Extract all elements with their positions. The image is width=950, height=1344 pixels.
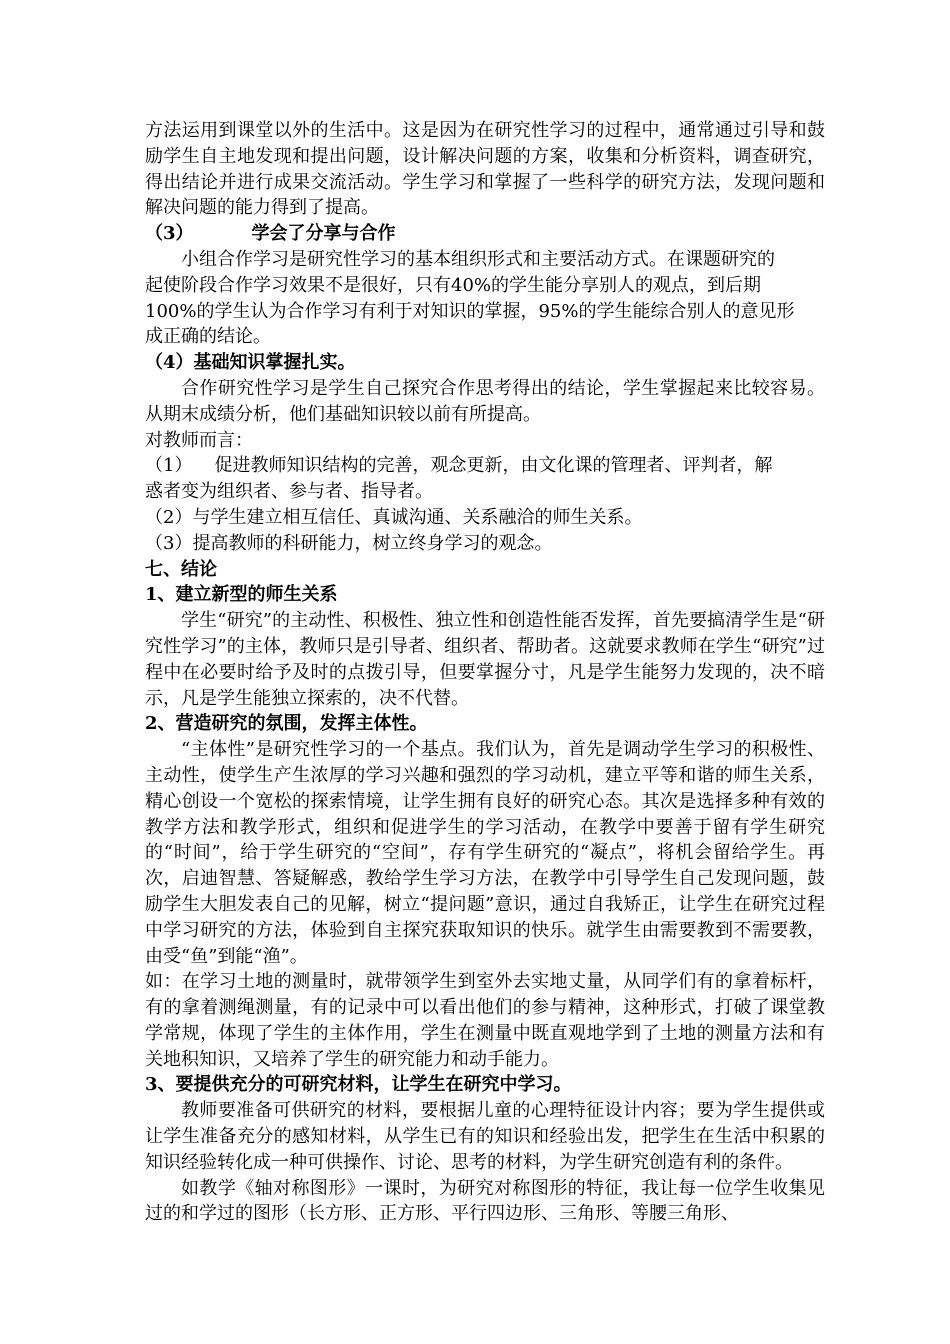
conclusion-1-title: 1、建立新型的师生关系: [145, 584, 338, 606]
teacher-heading: 对教师而言：: [145, 429, 253, 451]
section-heading-conclusion: 七、结论: [145, 558, 217, 580]
paragraph-cooperation-line-2: 起使阶段合作学习效果不是很好，只有40%的学生能分享别人的观点，到后期: [145, 274, 762, 296]
conclusion-3-title: 3、要提供充分的可研究材料，让学生在研究中学习。: [145, 1074, 572, 1096]
subheading-share-cooperate: [145, 221, 825, 247]
document-body: [145, 118, 825, 1227]
teacher-item-1: [145, 453, 825, 505]
paragraph-cooperation-line-3: 100%的学生认为合作学习有利于对知识的掌握，95%的学生能综合别人的意见形: [145, 300, 795, 322]
paragraph-basic-knowledge: 合作研究性学习是学生自己探究合作思考得出的结论，学生掌握起来比较容易。从期末成绩分析，他们基础知识较以前有所提高。: [145, 377, 825, 425]
conclusion-3-body: 教师要准备可供研究的材料，要根据儿童的心理特征设计内容；要为学生提供或让学生准备充分的感知材料，从学生已有的知识和经验出发，把学生在生活中积累的知识经验转化成一种可供操作、讨论、思考的材料，为学生研究创造有利的条件。: [145, 1100, 825, 1173]
subheading-number: （3）: [145, 223, 194, 245]
paragraph-cooperation-line-1: 小组合作学习是研究性学习的基本组织形式和主要活动方式。在课题研究的: [181, 248, 775, 270]
conclusion-2-example: 如：在学习土地的测量时，就带领学生到室外去实地丈量，从同学们有的拿着标杆，有的拿着测绳测量，有的记录中可以看出他们的参与精神，这种形式，打破了课堂教学常规，体现了学生的主体作用，学生在测量中既直观地学到了土地的测量方法和有关地积知识，又培养了学生的研究能力和动手能力。: [145, 971, 825, 1070]
teacher-item-1-line-1: 促进教师知识结构的完善，观念更新，由文化课的管理者、评判者，解: [214, 455, 773, 477]
paragraph-research-methods: 方法运用到课堂以外的生活中。这是因为在研究性学习的过程中，通常通过引导和鼓励学生自主地发现和提出问题，设计解决问题的方案，收集和分析资料，调查研究，得出结论并进行成果交流活动。学生学习和掌握了一些科学的研究方法，发现问题和解决问题的能力得到了提高。: [145, 120, 825, 219]
conclusion-2-title: 2、营造研究的氛围，发挥主体性。: [145, 713, 428, 735]
paragraph-cooperation-line-4: 成正确的结论。: [145, 326, 271, 348]
subheading-basic-knowledge: （4）基础知识掌握扎实。: [145, 352, 356, 374]
teacher-item-1-number: （1）: [145, 455, 193, 477]
teacher-item-3: （3）提高教师的科研能力，树立终身学习的观念。: [145, 532, 553, 554]
teacher-item-2: （2）与学生建立相互信任、真诚沟通、关系融洽的师生关系。: [145, 506, 643, 528]
subheading-text: 学会了分享与合作: [251, 223, 396, 245]
conclusion-3-example: 如教学《轴对称图形》一课时，为研究对称图形的特征，我让每一位学生收集见过的和学过的图形（长方形、正方形、平行四边形、三角形、等腰三角形、: [145, 1177, 825, 1225]
teacher-item-1-line-2: 惑者变为组织者、参与者、指导者。: [145, 481, 433, 503]
conclusion-2-body: “主体性”是研究性学习的一个基点。我们认为，首先是调动学生学习的积极性、主动性，使学生产生浓厚的学习兴趣和强烈的学习动机，建立平等和谐的师生关系，精心创设一个宽松的探索情境，让学生拥有良好的研究心态。其次是选择多种有效的教学方法和教学形式，组织和促进学生的学习活动，在教学中要善于留有学生研究的“时间”，给于学生研究的“空间”，存有学生研究的“凝点”，将机会留给学生。再次，启迪智慧、答疑解惑，教给学生学习方法，在教学中引导学生自己发现问题，鼓励学生大胆发表自己的见解，树立“提问题”意识，通过自我矫正，让学生在研究过程中学习研究的方法，体验到自主探究获取知识的快乐。就学生由需要教到不需要教，由受“鱼”到能“渔”。: [145, 739, 825, 967]
conclusion-1-body: 学生“研究”的主动性、积极性、独立性和创造性能否发挥，首先要搞清学生是“研究性学习”的主体，教师只是引导者、组织者、帮助者。这就要求教师在学生“研究”过程中在必要时给予及时的点拨引导，但要掌握分寸，凡是学生能努力发现的，决不暗示，凡是学生能独立探索的，决不代替。: [145, 610, 825, 709]
